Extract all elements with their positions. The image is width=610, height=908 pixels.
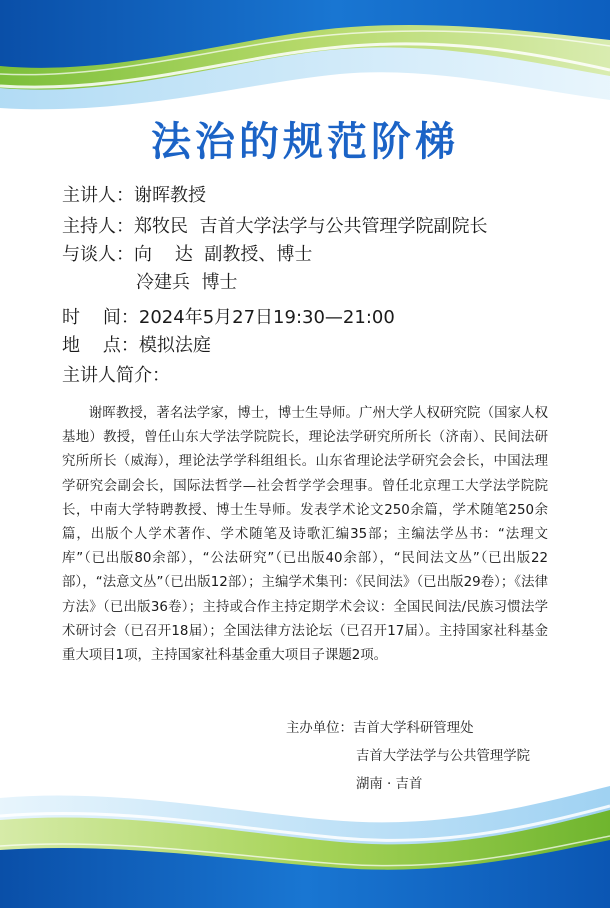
discussant-row-2 [136, 271, 237, 295]
discussant-1: 向 达 副教授、博士 [134, 244, 313, 265]
bottom-wave-decoration [0, 758, 610, 908]
time-value: 2024年5月27日19:30—21:00 [138, 307, 395, 328]
organizer-line-1 [286, 717, 473, 736]
time-row [62, 306, 395, 330]
organizer-unit-1: 吉首大学科研管理处 [352, 721, 474, 736]
venue-row [62, 334, 211, 358]
discussant-2: 冷建兵 博士 [136, 272, 238, 293]
speaker-label: 主讲人： [62, 185, 134, 206]
speaker-value: 谢晖教授 [134, 185, 206, 206]
page-title: 法治的规范阶梯 [151, 119, 459, 165]
organizer-unit-2: 吉首大学法学与公共管理学院 [356, 749, 531, 764]
speaker-row [62, 184, 206, 208]
venue-value: 模拟法庭 [138, 335, 211, 356]
host-value: 郑牧民 吉首大学法学与公共管理学院副院长 [134, 216, 488, 237]
organizer-location: 湖南 · 吉首 [356, 777, 423, 792]
bio-heading: 主讲人简介： [62, 365, 170, 386]
discussant-row [62, 243, 312, 267]
host-label: 主持人： [62, 216, 134, 237]
venue-label: 地 点： [62, 335, 139, 356]
host-row [62, 215, 487, 239]
speaker-bio: 谢晖教授，著名法学家，博士，博士生导师。广州大学人权研究院（国家人权基地）教授，曾任山东大学法学院院长，理论法学研究所所长（济南）、民间法研究所所长（威海），理论法学学科组组长。山东省理论法学研究会会长，中国法理学研究会副会长，国际法哲学—社会哲学学会理事。曾任北京理工大学法学院院长，中南大学特聘教授、博士生导师。发表学术论文250余篇，学术随笔250余篇，出版个人学术著作、学术随笔及诗歌汇编35部；主编法学丛书：“法理文库”（已出版80余部），“公法研究”（已出版40余部），“民间法文丛”（已出版22部），“法意文丛”（已出版12部）；主编学术集刊：《民间法》（已出版29卷）；《法律方法》（已出版36卷）；主持或合作主持定期学术会议：全国民间法/民族习惯法学术研讨会（已召开18届）；全国法律方法论坛（已召开17届）。主持国家社科基金重大项目1项，主持国家社科基金重大项目子课题2项。 [62, 406, 548, 664]
discussant-label: 与谈人： [62, 244, 134, 265]
organizer-label: 主办单位： [286, 721, 353, 736]
time-label: 时 间： [62, 307, 139, 328]
